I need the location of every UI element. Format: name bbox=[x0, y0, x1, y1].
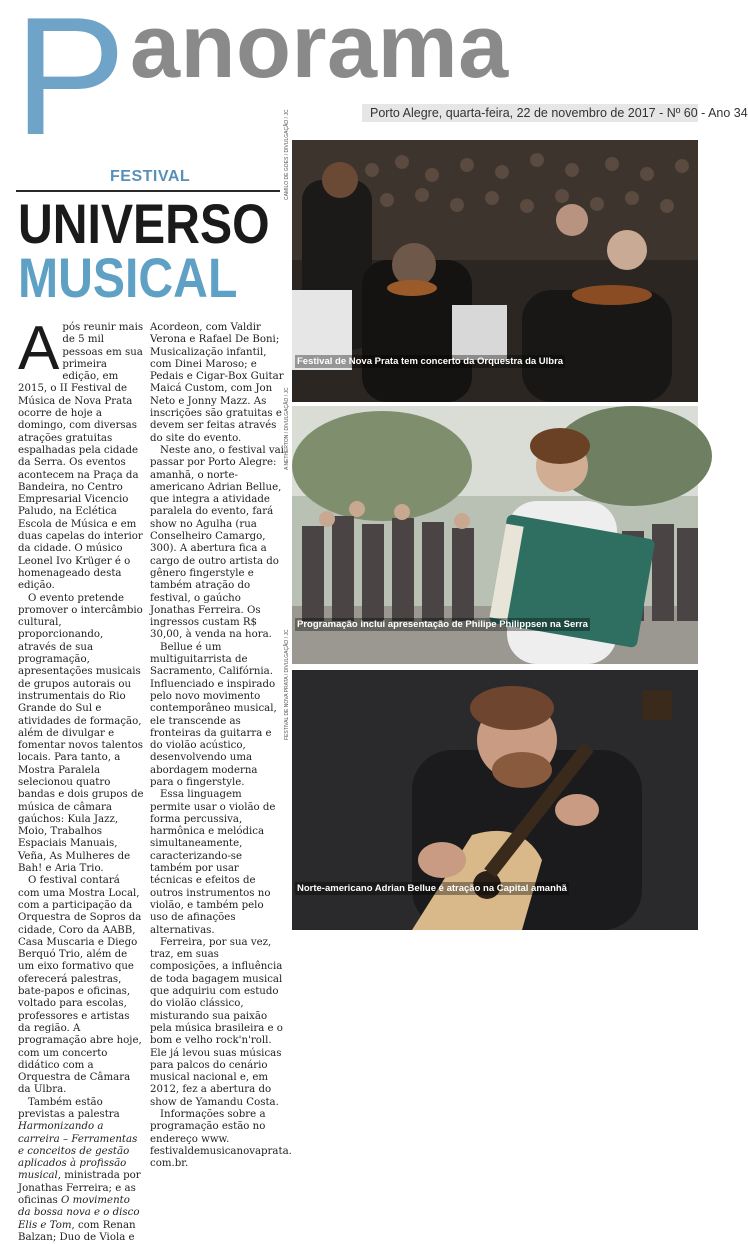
workshop-title: O movimento da bossa nova e o disco Elis e Tom bbox=[18, 1195, 140, 1231]
section-label: FESTIVAL bbox=[110, 168, 191, 185]
orchestra-photo bbox=[292, 140, 698, 402]
paragraph-text: pós reunir mais de 5 mil pessoas em sua primeira edição, em 2015, o II Festival de Música de Nova Prata ocorre de hoje a domingo, com diversas atrações gratuitas espalhadas pela cidade da Serra. Os eventos acontecem na Praça da Bandeira, no Centro Empresarial Vicencio Paludo, na Eclética Escola de Música e em duas capelas do interior da cidade. O músico Leonel Ivo Krüger é o homenageado desta edição. bbox=[18, 322, 144, 592]
photo-caption: Festival de Nova Prata tem concerto da Orquestra da Ulbra bbox=[297, 356, 564, 367]
photo-credit: FESTIVAL DE NOVA PRATA / DIVULGAÇÃO / JC bbox=[284, 629, 290, 740]
photo-caption: Norte-americano Adrian Bellue é atração na Capital amanhã bbox=[297, 883, 567, 894]
lecture-title: Harmonizando a carreira – Ferramentas e conceitos de gestão aplicados à profissão musical bbox=[18, 1121, 138, 1182]
dateline: Porto Alegre, quarta-feira, 22 de novembro de 2017 - Nº 60 - Ano 34 bbox=[362, 104, 698, 122]
article-paragraph: O evento pretende promover o intercâmbio cultural, proporcionando, através de sua programação, apresentações musicais de grupos autorais ou instrumentais do Rio Grande do Sul e atividades de formação, além de divulgar e fomentar novos talentos locais. Para tanto, a Mostra Paralela selecionou quatro bandas e dois grupos de música de câmara gaúchos: Kula Jazz, Moio, Trabalhos Espaciais Manuais, Veña, As Mulheres de Bah! e Aria Trio. bbox=[18, 592, 144, 875]
masthead-title: anorama bbox=[130, 0, 509, 97]
photo-credit: CAMILO DE GOES / DIVULGAÇÃO / JC bbox=[284, 109, 290, 200]
article-column-1 bbox=[18, 314, 144, 1244]
headline-line-1: UNIVERSO bbox=[18, 192, 270, 255]
article-paragraph: Informações sobre a programação estão no endereço www. festivaldemusicanovaprata. com.br. bbox=[150, 1109, 292, 1170]
article-paragraph: Neste ano, o festival vai passar por Porto Alegre: amanhã, o norte-americano Adrian Bellue, que integra a atividade paralela do evento, fará show no Agulha (rua Conselheiro Camargo, 300). A abertura fica a cargo de outro artista do gênero fingerstyle e também atração do festival, o gaúcho Jonathas Ferreira. Os ingressos custam R$ 30,00, à venda na hora. bbox=[150, 444, 284, 641]
article-paragraph bbox=[18, 1097, 144, 1244]
article-paragraph bbox=[18, 314, 144, 593]
article-paragraph: Ferreira, por sua vez, traz, em suas composições, a influência de toda bagagem musical que adquiriu com estudo do violão clássico, misturando sua paixão pela música brasileira e o bom e velho rock'n'roll. Ele já levou suas músicas para palcos do cenário musical nacional e, em 2012, fez a abertura do show de Yamandu Costa. bbox=[150, 936, 283, 1108]
article-paragraph: Bellue é um multiguitarrista de Sacramento, Califórnia. Influenciado e inspirado pelo novo movimento contemporâneo musical, ele transcende as fronteiras da guitarra e do violão acústico, desenvolvendo uma abordagem moderna para o fingerstyle. bbox=[150, 641, 277, 788]
accordion-player-photo bbox=[292, 406, 698, 664]
paragraph-text: Também estão previstas a palestra bbox=[18, 1096, 120, 1120]
masthead-initial: P bbox=[14, 0, 127, 170]
paragraph-text: , com Renan Balzan; Duo de Viola e bbox=[18, 1219, 136, 1243]
article-paragraph: Essa linguagem permite usar o violão de forma percussiva, harmônica e melódica simultaneamente, caracterizando-se também por usar técnicas e efeitos de outros instrumentos no violão, e também pelo uso de afinações alternativas. bbox=[150, 789, 276, 936]
paragraph-text: , ministrada por Jonathas Ferreira; e as oficinas bbox=[18, 1170, 141, 1207]
photo-credit: A NETHERTON / DIVULGAÇÃO / JC bbox=[284, 387, 290, 470]
guitarist-photo bbox=[292, 670, 698, 930]
article-paragraph: O festival contará com uma Mostra Local, com a participação da Orquestra de Sopros da cidade, Coro da AABB, Casa Muscaria e Diego Berquó Trio, além de um eixo formativo que oferecerá palestras, bate-papos e oficinas, voltado para escolas, professores e artistas da região. A programação abre hoje, com um concerto didático com a Orquestra de Câmara da Ulbra. bbox=[18, 875, 142, 1096]
drop-cap: A bbox=[18, 314, 60, 383]
headline-line-2: MUSICAL bbox=[18, 246, 238, 309]
photo-caption: Programação inclui apresentação de Philipe Philippsen na Serra bbox=[297, 619, 588, 630]
article-paragraph: Acordeon, com Valdir Verona e Rafael De Boni; Musicalização infantil, com Dinei Maroso; e Pedais e Cigar-Box Guitar Maicá Custom, com Jon Neto e Jonny Mazz. As inscrições são gratuitas e devem ser feitas através do site do evento. bbox=[150, 322, 284, 444]
